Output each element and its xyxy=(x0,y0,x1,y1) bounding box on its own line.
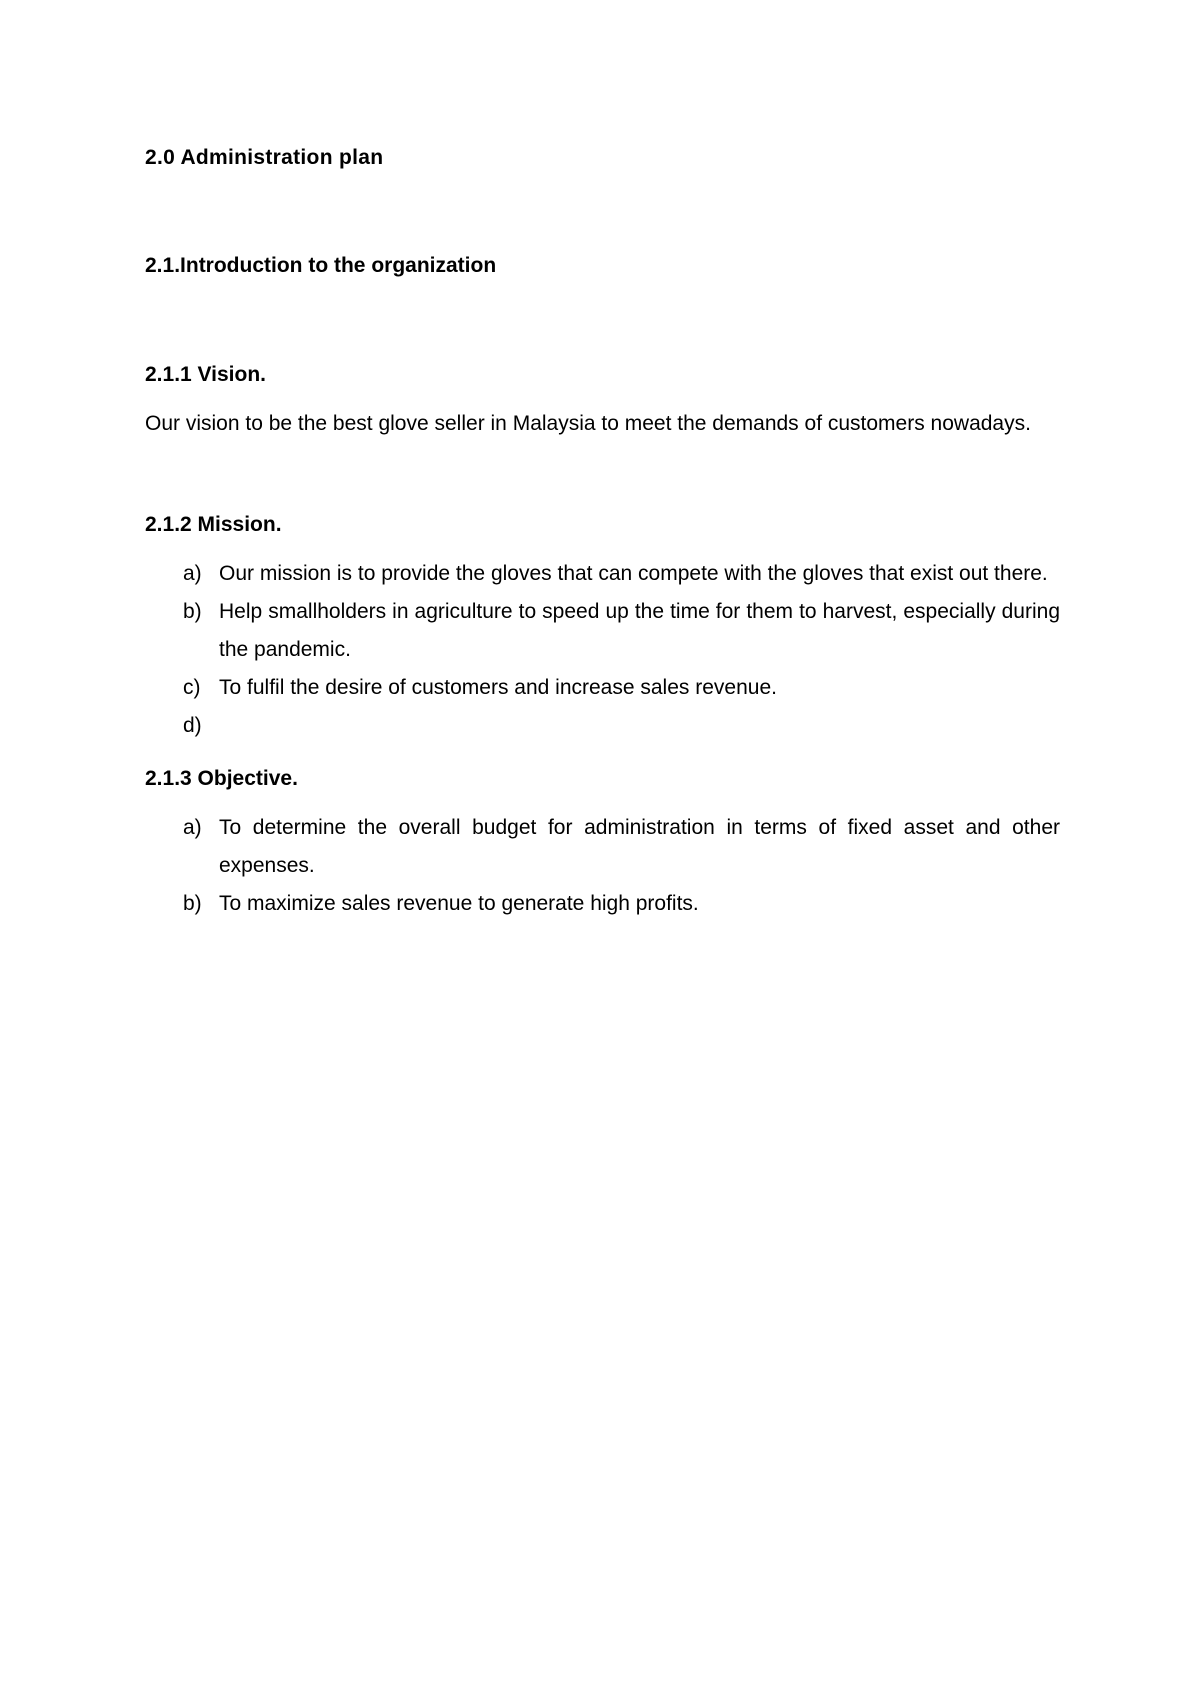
list-item xyxy=(145,669,1060,707)
list-marker: a) xyxy=(183,816,202,839)
mission-heading: 2.1.2 Mission. xyxy=(145,513,282,536)
list-item xyxy=(145,555,1060,593)
intro-heading: 2.1.Introduction to the organization xyxy=(145,254,497,277)
list-item-text xyxy=(219,714,225,737)
list-marker: d) xyxy=(183,714,202,737)
objective-list xyxy=(145,809,1060,923)
list-marker: b) xyxy=(183,600,202,623)
document-body xyxy=(145,146,1060,923)
objective-heading: 2.1.3 Objective. xyxy=(145,767,298,790)
list-item xyxy=(145,707,1060,745)
list-marker: a) xyxy=(183,562,202,585)
vision-text: Our vision to be the best glove seller in Malaysia to meet the demands of customers nowadays. xyxy=(145,412,1031,435)
list-item-text: To fulfil the desire of customers and increase sales revenue. xyxy=(219,676,777,699)
mission-list xyxy=(145,555,1060,745)
list-item xyxy=(145,885,1060,923)
vision-heading: 2.1.1 Vision. xyxy=(145,363,267,386)
list-marker: c) xyxy=(183,676,201,699)
list-item-text: Our mission is to provide the gloves that can compete with the gloves that exist out there. xyxy=(219,562,1048,585)
list-item xyxy=(145,593,1060,669)
list-item-text: To determine the overall budget for administration in terms of fixed asset and other expenses. xyxy=(219,816,1060,877)
list-item xyxy=(145,809,1060,885)
list-marker: b) xyxy=(183,892,202,915)
list-item-text: Help smallholders in agriculture to speed up the time for them to harvest, especially during the pandemic. xyxy=(219,600,1060,661)
list-item-text: To maximize sales revenue to generate high profits. xyxy=(219,892,699,915)
section-title: 2.0 Administration plan xyxy=(145,146,384,169)
